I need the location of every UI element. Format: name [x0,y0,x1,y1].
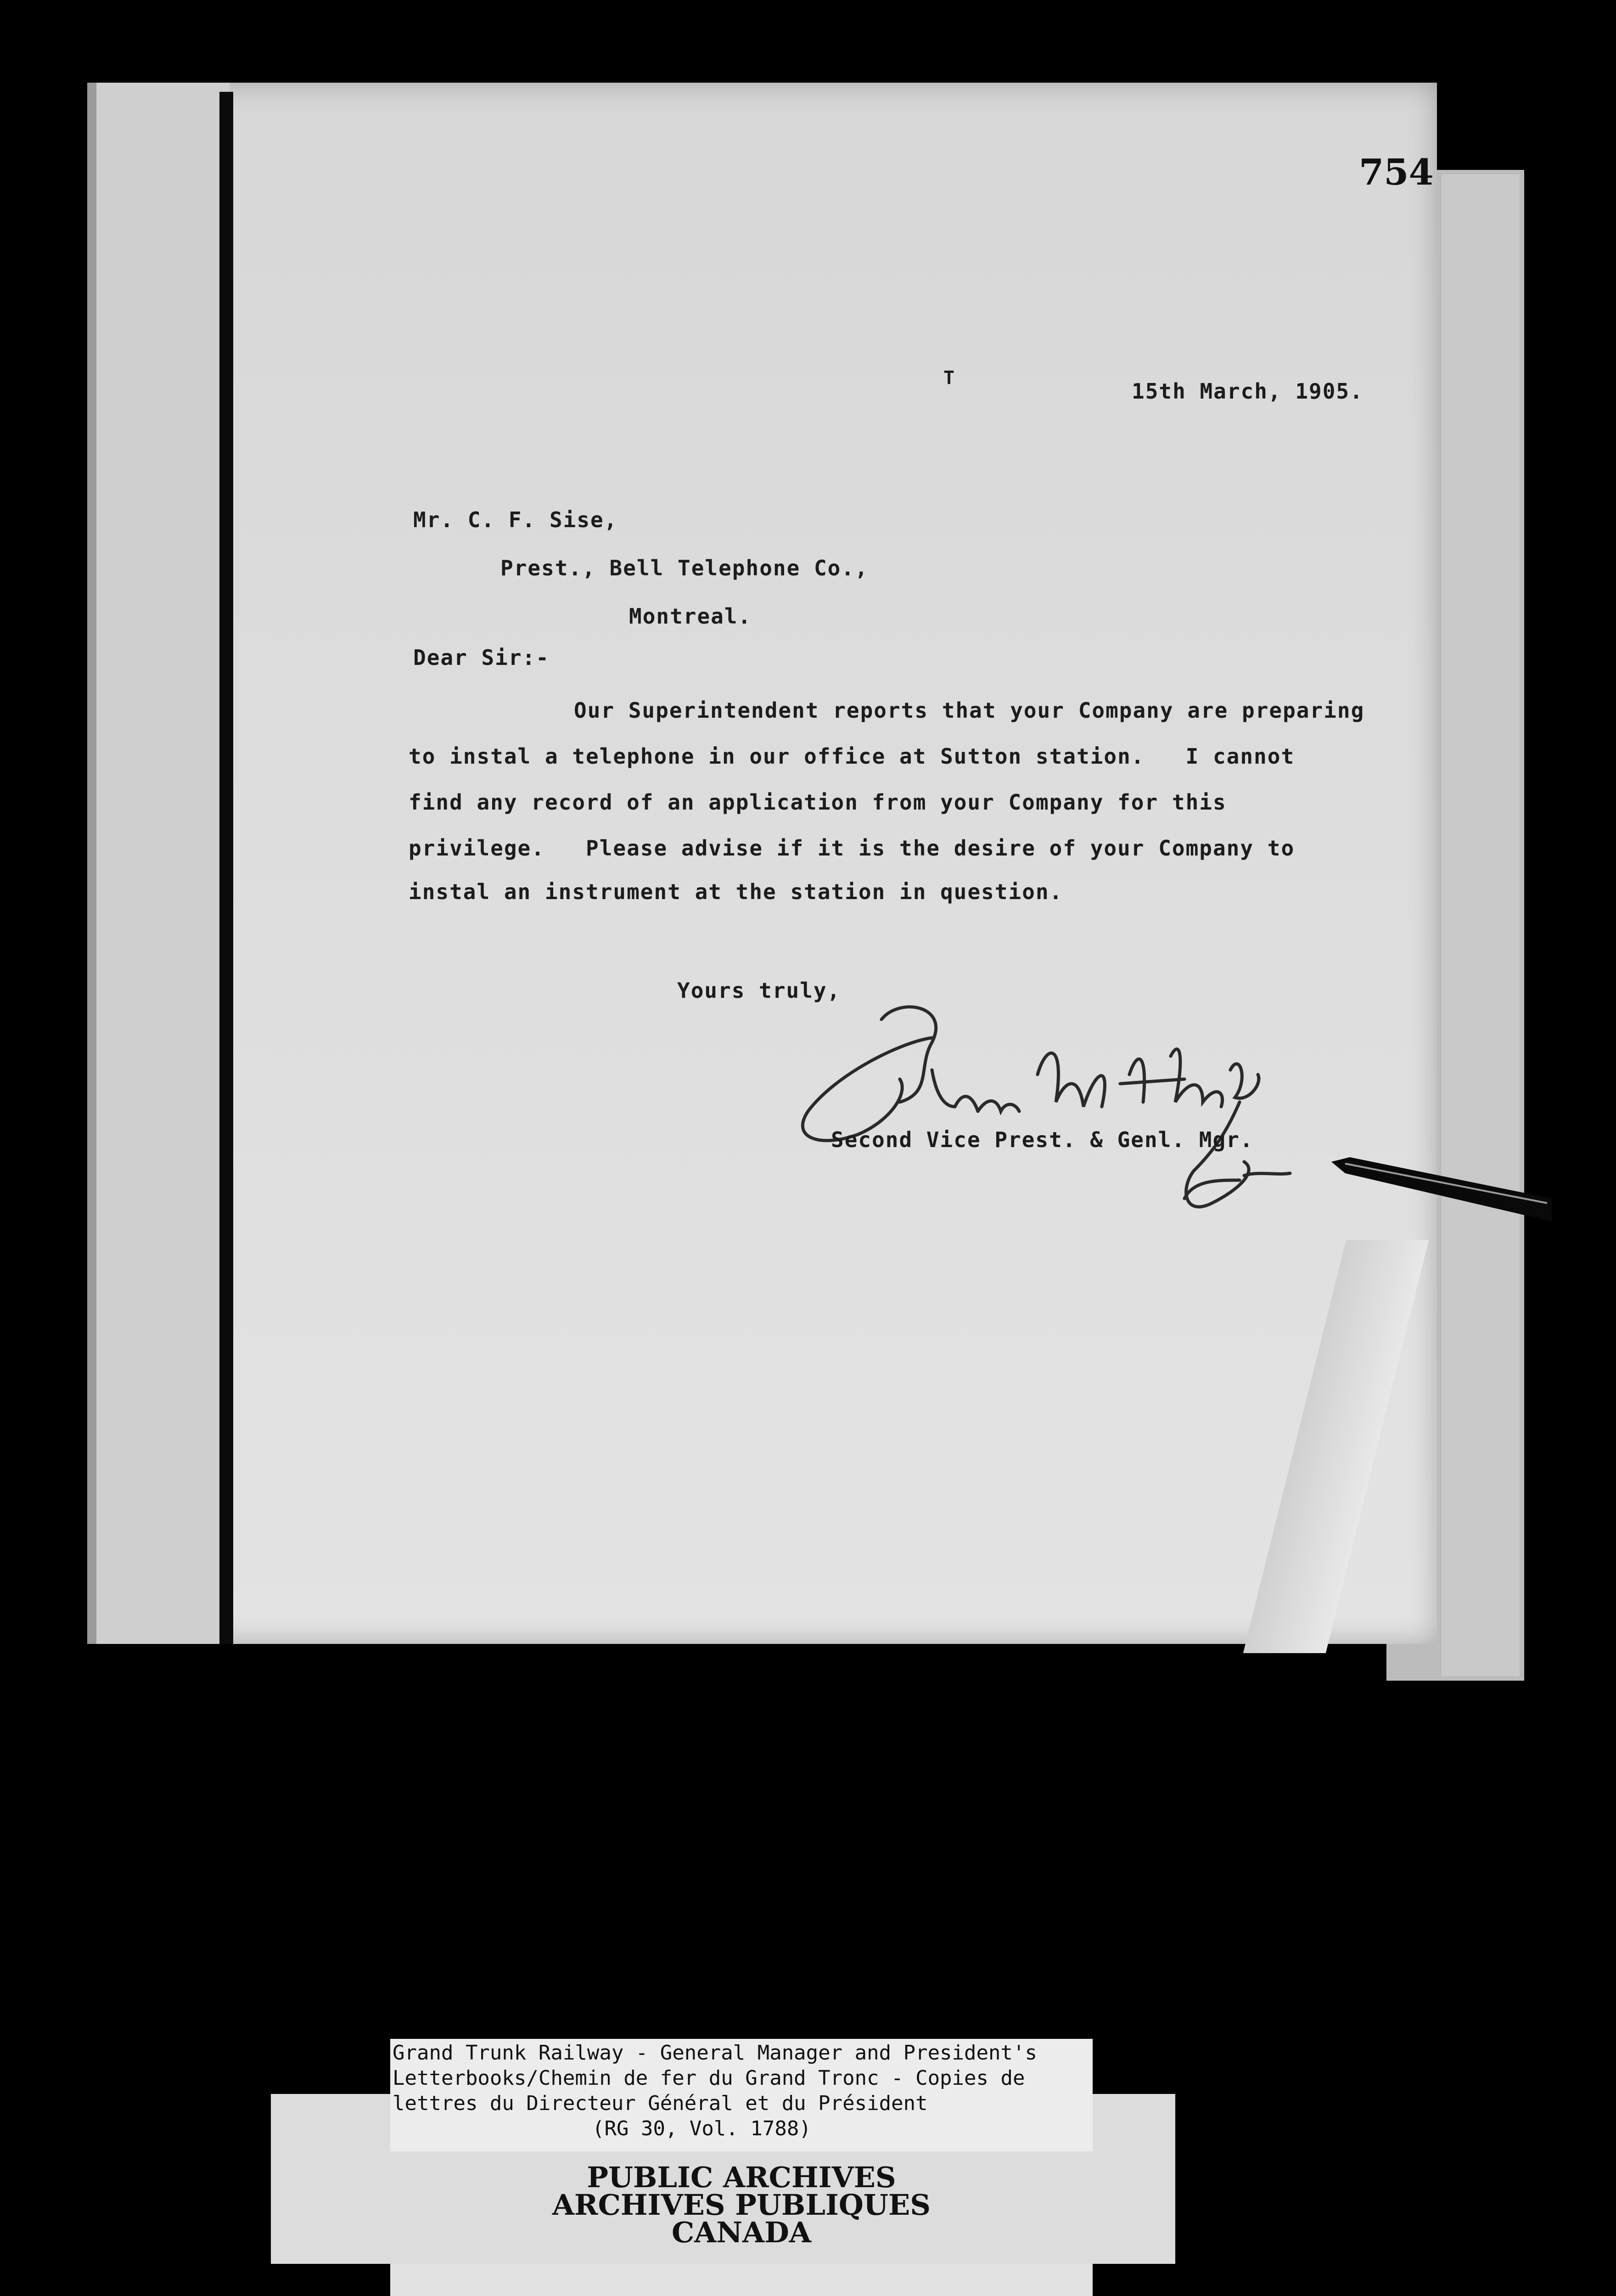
body-line: find any record of an application from your Company for this [409,790,1227,815]
salutation: Dear Sir:- [413,645,550,670]
back-sheet-edge [1442,174,1520,1676]
archive-label-line: Letterbooks/Chemin de fer du Grand Tronc - Copies de [393,2066,1025,2090]
letter-date: 15th March, 1905. [1132,379,1364,404]
body-line: to instal a telephone in our office at Sutton station. I cannot [409,744,1295,769]
recipient-city: Montreal. [629,604,752,629]
binding-margin [96,83,230,1644]
archive-label-line: lettres du Directeur Général et du Président [393,2092,928,2115]
body-line: Our Superintendent reports that your Company are preparing [574,698,1365,723]
archive-label-line: Grand Trunk Railway - General Manager and President's [393,2041,1037,2065]
body-line: privilege. Please advise if it is the desire of your Company to [409,836,1295,861]
letter-mark: T [943,367,956,388]
archive-label-line: (RG 30, Vol. 1788) [592,2117,811,2140]
closing: Yours truly, [677,978,841,1003]
page-number: 754 [1359,152,1434,193]
page-left-edge [87,83,96,1644]
archive-stamp-line: ARCHIVES PUBLIQUES [552,2188,931,2222]
letter-page [96,83,1437,1644]
recipient-title: Prest., Bell Telephone Co., [500,556,869,580]
archive-stamp-line: CANADA [671,2216,812,2249]
archive-stamp-line: PUBLIC ARCHIVES [587,2161,896,2194]
binding-line [219,92,233,1644]
body-line: instal an instrument at the station in question. [409,879,1063,904]
recipient-name: Mr. C. F. Sise, [413,507,618,532]
handwritten-signature [780,987,1308,1244]
pen-pointer [1331,1157,1552,1221]
signer-title: Second Vice Prest. & Genl. Mgr. [831,1127,1254,1152]
